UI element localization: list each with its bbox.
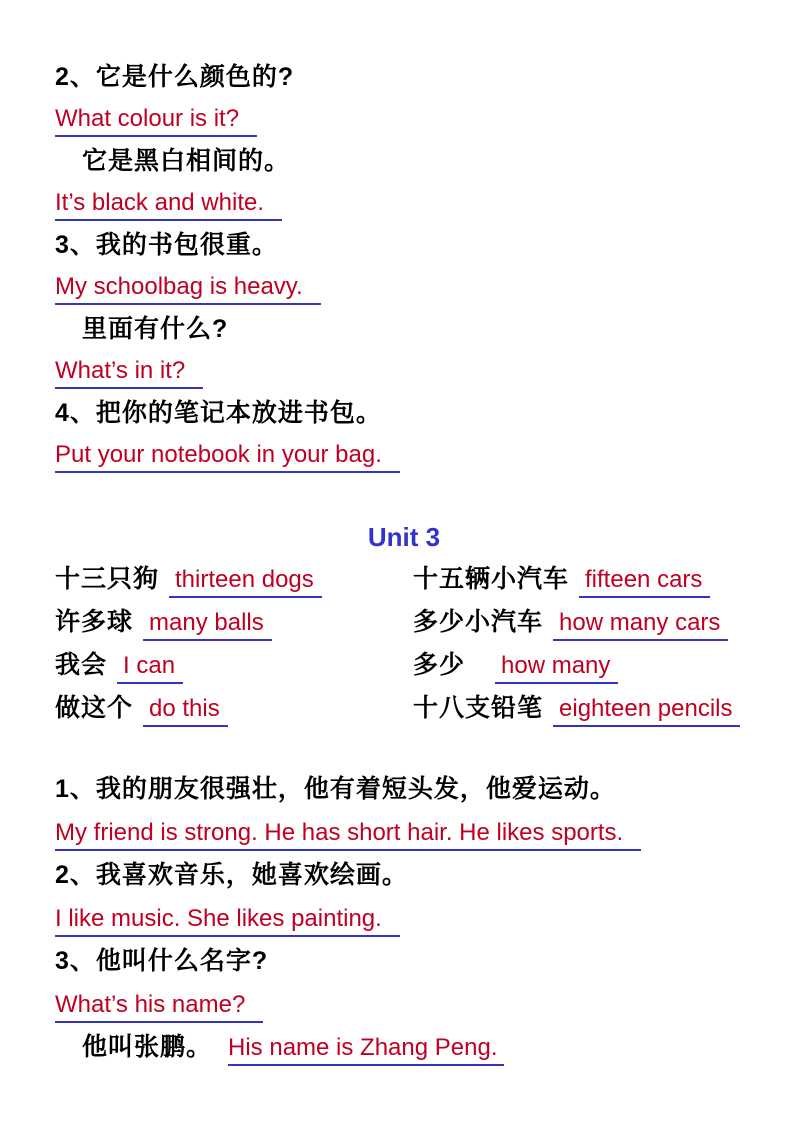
english-translation-text: What’s in it? [55,357,203,389]
vocab-english: eighteen pencils [553,695,740,727]
chinese-sentence-text: 3、我的书包很重。 [55,231,278,259]
unit-heading [55,516,753,558]
chinese-sentence [55,854,753,897]
english-translation-text: What colour is it? [55,105,257,137]
english-translation-text: My schoolbag is heavy. [55,273,321,305]
section-unit2-sentences [55,56,753,476]
vocab-chinese: 十三只狗 [55,565,160,593]
vocab-item [413,644,753,687]
chinese-sentence [55,308,753,350]
chinese-sentence [55,224,753,266]
vocab-chinese: 做这个 [55,694,134,722]
vocab-row [55,558,753,601]
english-translation [55,434,753,476]
english-translation [55,897,753,940]
unit-heading-text: Unit 3 [367,522,441,552]
vocab-chinese: 多少小汽车 [413,608,544,636]
english-translation-text: I like music. She likes painting. [55,905,400,937]
chinese-sentence-text: 2、它是什么颜色的? [55,63,295,91]
vocab-table [55,558,753,730]
vocab-english: how many cars [553,609,728,641]
vocab-chinese: 多少 [413,651,466,679]
chinese-sentence [55,140,753,182]
chinese-sentence [55,392,753,434]
vocab-chinese: 十八支铅笔 [413,694,544,722]
english-translation [55,811,753,854]
vocab-english: thirteen dogs [169,566,322,598]
vocab-english: do this [143,695,228,727]
vocab-row [55,644,753,687]
vocab-chinese: 十五辆小汽车 [413,565,570,593]
chinese-sentence-text: 它是黑白相间的。 [82,147,291,175]
vocab-item [55,687,413,730]
vocab-chinese: 我会 [55,651,108,679]
vocab-item [413,601,753,644]
chinese-sentence-text: 2、我喜欢音乐，她喜欢绘画。 [55,861,408,889]
vocab-row [55,601,753,644]
english-translation [55,98,753,140]
vocab-row [55,687,753,730]
english-translation [55,350,753,392]
english-translation [55,266,753,308]
vocab-chinese: 许多球 [55,608,134,636]
chinese-sentence-text: 4、把你的笔记本放进书包。 [55,399,382,427]
vocab-english: fifteen cars [579,566,710,598]
english-translation [55,182,753,224]
vocab-item [413,558,753,601]
chinese-sentence [55,768,753,811]
chinese-sentence-text: 他叫张鹏。 [82,1033,213,1061]
vocab-english: how many [495,652,618,684]
chinese-sentence-text: 3、他叫什么名字? [55,947,269,975]
vocab-item [413,687,753,730]
chinese-sentence [55,940,753,983]
chinese-sentence-text: 里面有什么? [82,315,229,343]
english-translation-text: It’s black and white. [55,189,282,221]
english-translation-text: Put your notebook in your bag. [55,441,400,473]
vocab-english: many balls [143,609,272,641]
chinese-sentence-text: 1、我的朋友很强壮，他有着短头发，他爱运动。 [55,775,616,803]
english-translation [55,983,753,1026]
chinese-sentence [55,56,753,98]
section-unit3-sentences [55,768,753,1069]
vocab-item [55,558,413,601]
english-translation-text: My friend is strong. He has short hair. He likes sports. [55,819,641,851]
vocab-item [55,601,413,644]
english-translation-text: What’s his name? [55,991,263,1023]
english-translation-text: His name is Zhang Peng. [228,1034,503,1066]
answer-line [55,1026,753,1069]
vocab-item [55,644,413,687]
vocab-english: I can [117,652,183,684]
